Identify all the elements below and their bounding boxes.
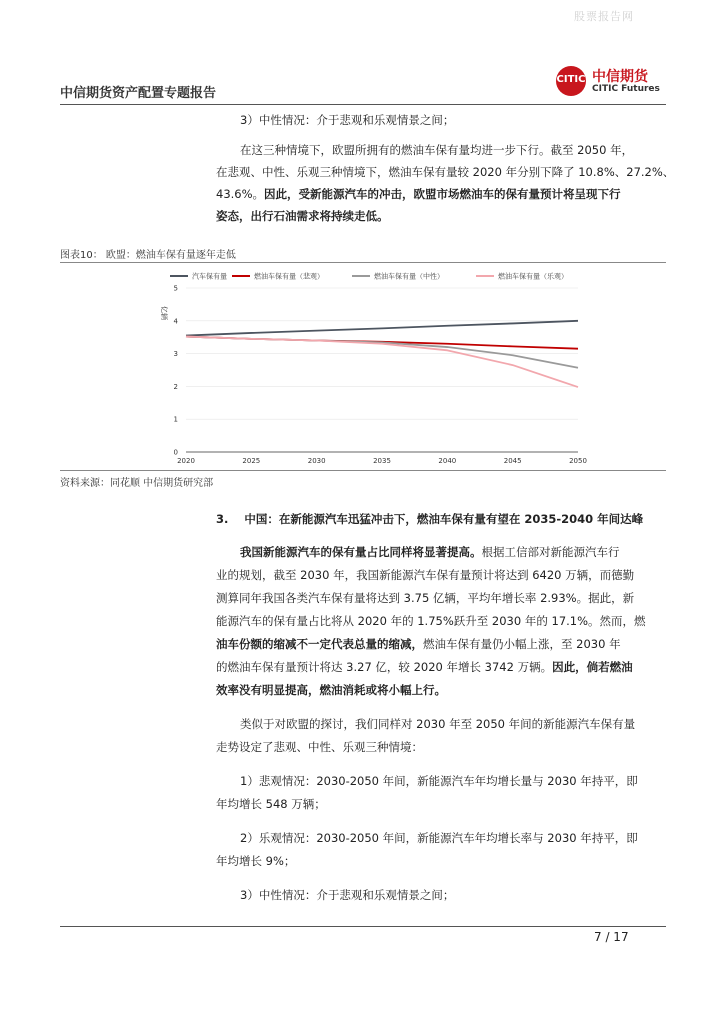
footer-rule — [60, 926, 666, 927]
china-para2-line-2: 走势设定了悲观、中性、乐观三种情境： — [216, 740, 423, 754]
section-number: 3. — [216, 512, 229, 526]
china-para-line-5-plain: 燃油车保有量仍小幅上涨，至 2030 年 — [423, 637, 621, 651]
page-number: 7 / 17 — [594, 930, 629, 944]
legend-label-2: 燃油车保有量（中性） — [374, 272, 444, 281]
figure-top-rule — [60, 262, 666, 263]
china-para-line-5 — [216, 636, 621, 652]
x-tick-label: 2035 — [373, 457, 391, 465]
section-heading — [216, 511, 643, 527]
scenario-pessimistic-line-2: 年均增长 548 万辆； — [216, 797, 326, 811]
para-europe-line-3-plain: 43.6%。 — [216, 187, 265, 201]
report-title: 中信期货资产配置专题报告 — [60, 86, 217, 101]
legend-label-1: 燃油车保有量（悲观） — [254, 272, 324, 281]
china-para-line-6 — [216, 659, 633, 675]
logo-english-name: CITIC Futures — [592, 84, 660, 94]
figure-bottom-rule — [60, 470, 666, 471]
series-line-3 — [186, 337, 578, 388]
logo-mark-icon — [556, 66, 586, 96]
y-tick-label: 2 — [173, 382, 178, 391]
citic-logo — [556, 66, 666, 100]
x-axis-ticks — [177, 457, 587, 465]
para-europe-line-4: 姿态，出行石油需求将持续走低。 — [216, 209, 389, 223]
china-para-line-6-plain: 的燃油车保有量预计将达 3.27 亿，较 2020 年增长 3742 万辆。 — [216, 660, 553, 674]
x-tick-label: 2050 — [569, 457, 587, 465]
chart-series — [186, 321, 578, 387]
x-tick-label: 2025 — [242, 457, 261, 465]
chart-gridlines — [186, 288, 578, 452]
y-axis-label: 亿辆 — [160, 306, 168, 320]
eu-fuel-car-chart — [150, 266, 590, 466]
x-tick-label: 2040 — [438, 457, 457, 465]
para-europe-line-1: 在这三种情境下，欧盟所拥有的燃油车保有量均进一步下行。截至 2050 年， — [240, 143, 634, 157]
china-para-line-1 — [240, 544, 620, 560]
y-tick-label: 4 — [173, 317, 178, 326]
china-para-line-2: 业的规划，截至 2030 年，我国新能源汽车保有量预计将达到 6420 万辆，而德勤 — [216, 568, 635, 582]
china-para-line-6-bold: 因此，倘若燃油 — [552, 660, 633, 674]
para-europe-line-2: 在悲观、中性、乐观三种情境下，燃油车保有量较 2020 年分别下降了 10.8%、27.2%、 — [216, 165, 675, 179]
figure-source: 资料来源：同花顺 中信期货研究部 — [60, 478, 214, 489]
y-tick-label: 0 — [173, 448, 178, 457]
scenario-optimistic-line-2: 年均增长 9%； — [216, 854, 296, 868]
section-heading-text: 中国：在新能源汽车迅猛冲击下，燃油车保有量有望在 2035-2040 年间达峰 — [244, 512, 644, 526]
logo-mark-text: CITIC — [556, 74, 586, 85]
legend-label-0: 汽车保有量 — [192, 272, 227, 281]
china-para-line-7: 效率没有明显提高，燃油消耗或将小幅上行。 — [216, 683, 446, 697]
x-tick-label: 2020 — [177, 457, 195, 465]
scenario-neutral-line: 3）中性情况：介于悲观和乐观情景之间； — [240, 113, 455, 127]
header-rule — [60, 104, 666, 105]
watermark-text: 股票报告网 — [574, 10, 634, 23]
china-para-line-5-bold: 油车份额的缩减不一定代表总量的缩减， — [216, 637, 423, 651]
chart-legend — [170, 272, 568, 281]
china-para-line-4: 能源汽车的保有量占比将从 2020 年的 1.75%跃升至 2030 年的 17.1%。然而，燃 — [216, 614, 646, 628]
scenario-pessimistic-line-1: 1）悲观情况：2030-2050 年间，新能源汽车年均增长量与 2030 年持平，即 — [240, 774, 638, 788]
x-tick-label: 2030 — [307, 457, 326, 465]
scenario-neutral-line-china: 3）中性情况：介于悲观和乐观情景之间； — [240, 888, 455, 902]
para-europe-line-3-bold: 因此，受新能源汽车的冲击，欧盟市场燃油车的保有量预计将呈现下行 — [264, 187, 621, 201]
y-axis-ticks — [174, 285, 179, 457]
china-para-line-1-bold: 我国新能源汽车的保有量占比同样将显著提高。 — [240, 545, 482, 559]
china-para-line-3: 测算同年我国各类汽车保有量将达到 3.75 亿辆，平均年增长率 2.93%。据此，新 — [216, 591, 635, 605]
logo-chinese-name: 中信期货 — [592, 69, 648, 85]
y-tick-label: 1 — [173, 415, 178, 424]
figure-caption: 图表10： 欧盟：燃油车保有量逐年走低 — [60, 250, 236, 261]
para-europe-line-3 — [216, 186, 621, 202]
y-tick-label: 3 — [173, 350, 178, 359]
x-tick-label: 2045 — [503, 457, 522, 465]
scenario-optimistic-line-1: 2）乐观情况：2030-2050 年间，新能源汽车年均增长率与 2030 年持平，即 — [240, 831, 638, 845]
y-tick-label: 5 — [173, 284, 178, 293]
series-line-0 — [186, 321, 578, 336]
china-para-line-1-plain: 根据工信部对新能源汽车行 — [481, 545, 620, 559]
legend-label-3: 燃油车保有量（乐观） — [498, 272, 568, 281]
china-para2-line-1: 类似于对欧盟的探讨，我们同样对 2030 年至 2050 年间的新能源汽车保有量 — [240, 717, 636, 731]
